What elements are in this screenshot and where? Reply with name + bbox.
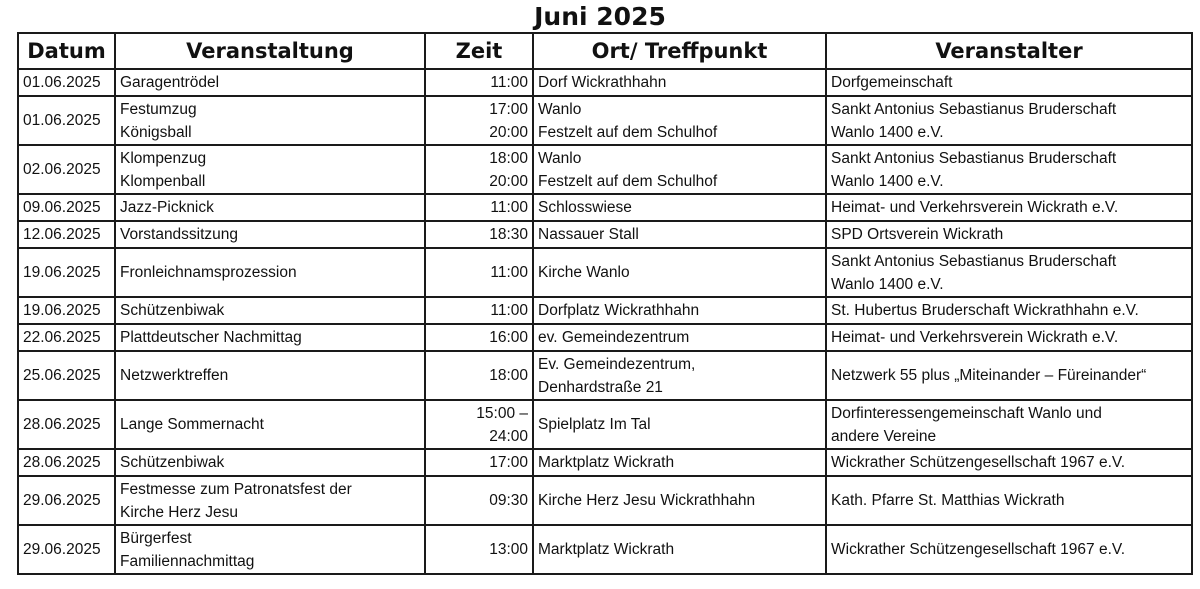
time-cell-line: 18:30 bbox=[489, 226, 528, 243]
table-row bbox=[18, 324, 1192, 351]
organizer-cell bbox=[826, 525, 1192, 574]
place-cell-line: Ev. Gemeindezentrum, bbox=[538, 355, 696, 373]
event-cell-line: Schützenbiwak bbox=[120, 302, 225, 319]
time-cell-line: 11:00 bbox=[490, 302, 528, 319]
column-header-veranstaltung: Veranstaltung bbox=[115, 33, 425, 69]
page-title: Juni 2025 bbox=[534, 2, 666, 31]
place-cell-line: ev. Gemeindezentrum bbox=[538, 329, 690, 346]
table-row bbox=[18, 525, 1192, 574]
organizer-cell bbox=[826, 400, 1192, 449]
organizer-cell bbox=[826, 297, 1192, 324]
place-cell-line: Dorfplatz Wickrathhahn bbox=[538, 302, 700, 319]
event-cell-line: Festumzug bbox=[120, 100, 197, 118]
event-cell bbox=[115, 297, 425, 324]
table-row bbox=[18, 351, 1192, 400]
table-row bbox=[18, 297, 1192, 324]
event-cell bbox=[115, 145, 425, 194]
time-cell bbox=[425, 525, 533, 574]
place-cell bbox=[533, 476, 826, 525]
place-cell bbox=[533, 449, 826, 476]
table-row bbox=[18, 248, 1192, 297]
place-cell bbox=[533, 96, 826, 145]
date-cell: 25.06.2025 bbox=[18, 351, 115, 400]
place-cell-line: Denhardstraße 21 bbox=[538, 378, 663, 396]
date-cell: 19.06.2025 bbox=[18, 297, 115, 324]
event-cell bbox=[115, 69, 425, 96]
time-cell-line: 11:00 bbox=[490, 199, 528, 216]
organizer-cell-line: SPD Ortsverein Wickrath bbox=[831, 226, 1004, 243]
event-cell-line: Jazz-Picknick bbox=[120, 199, 214, 216]
organizer-cell-line: Sankt Antonius Sebastianus Bruderschaft bbox=[831, 252, 1117, 270]
organizer-cell-line: Wickrather Schützengesellschaft 1967 e.V. bbox=[831, 454, 1126, 471]
organizer-cell bbox=[826, 449, 1192, 476]
event-table bbox=[17, 32, 1193, 575]
time-cell-line: 11:00 bbox=[490, 74, 528, 91]
organizer-cell-line: Dorfgemeinschaft bbox=[831, 74, 953, 91]
event-cell-line: Plattdeutscher Nachmittag bbox=[120, 329, 302, 346]
time-cell bbox=[425, 297, 533, 324]
date-cell: 12.06.2025 bbox=[18, 221, 115, 248]
time-cell bbox=[425, 96, 533, 145]
place-cell-line: Schlosswiese bbox=[538, 199, 632, 216]
event-cell-line: Festmesse zum Patronatsfest der bbox=[120, 480, 352, 498]
place-cell bbox=[533, 221, 826, 248]
time-cell-line: 24:00 bbox=[489, 427, 528, 445]
place-cell-line: Kirche Wanlo bbox=[538, 264, 630, 281]
place-cell bbox=[533, 351, 826, 400]
date-cell: 02.06.2025 bbox=[18, 145, 115, 194]
organizer-cell-line: Kath. Pfarre St. Matthias Wickrath bbox=[831, 492, 1065, 509]
column-header-datum: Datum bbox=[18, 33, 115, 69]
column-header-veranstalter: Veranstalter bbox=[826, 33, 1192, 69]
table-row bbox=[18, 194, 1192, 221]
date-cell: 29.06.2025 bbox=[18, 476, 115, 525]
date-cell: 01.06.2025 bbox=[18, 96, 115, 145]
event-cell bbox=[115, 248, 425, 297]
event-cell bbox=[115, 449, 425, 476]
time-cell-line: 20:00 bbox=[489, 172, 528, 190]
place-cell bbox=[533, 194, 826, 221]
table-row bbox=[18, 449, 1192, 476]
place-cell bbox=[533, 400, 826, 449]
organizer-cell-line: Sankt Antonius Sebastianus Bruderschaft bbox=[831, 100, 1117, 118]
event-cell-line: Lange Sommernacht bbox=[120, 416, 264, 433]
event-cell bbox=[115, 221, 425, 248]
column-header-ort: Ort/ Treffpunkt bbox=[533, 33, 826, 69]
place-cell-line: Dorf Wickrathhahn bbox=[538, 74, 667, 91]
event-cell-line: Königsball bbox=[120, 123, 192, 141]
table-header-row bbox=[18, 33, 1192, 69]
time-cell-line: 18:00 bbox=[489, 149, 528, 167]
time-cell bbox=[425, 400, 533, 449]
place-cell-line: Kirche Herz Jesu Wickrathhahn bbox=[538, 492, 756, 509]
table-row bbox=[18, 400, 1192, 449]
column-header-zeit: Zeit bbox=[425, 33, 533, 69]
organizer-cell-line: St. Hubertus Bruderschaft Wickrathhahn e.V. bbox=[831, 302, 1139, 319]
organizer-cell-line: Heimat- und Verkehrsverein Wickrath e.V. bbox=[831, 329, 1119, 346]
time-cell-line: 15:00 – bbox=[476, 404, 528, 422]
table-row bbox=[18, 145, 1192, 194]
organizer-cell-line: Sankt Antonius Sebastianus Bruderschaft bbox=[831, 149, 1117, 167]
time-cell bbox=[425, 476, 533, 525]
event-cell-line: Familiennachmittag bbox=[120, 552, 255, 570]
place-cell-line: Nassauer Stall bbox=[538, 226, 639, 243]
organizer-cell-line: Netzwerk 55 plus „Miteinander – Füreinander“ bbox=[831, 367, 1147, 384]
event-cell-line: Schützenbiwak bbox=[120, 454, 225, 471]
organizer-cell-line: Heimat- und Verkehrsverein Wickrath e.V. bbox=[831, 199, 1119, 216]
organizer-cell-line: Dorfinteressengemeinschaft Wanlo und bbox=[831, 404, 1102, 422]
event-cell bbox=[115, 324, 425, 351]
organizer-cell bbox=[826, 221, 1192, 248]
organizer-cell bbox=[826, 476, 1192, 525]
date-cell: 28.06.2025 bbox=[18, 449, 115, 476]
time-cell bbox=[425, 194, 533, 221]
place-cell bbox=[533, 69, 826, 96]
organizer-cell bbox=[826, 351, 1192, 400]
date-cell: 28.06.2025 bbox=[18, 400, 115, 449]
date-cell: 09.06.2025 bbox=[18, 194, 115, 221]
table-body bbox=[18, 69, 1192, 574]
organizer-cell-line: Wanlo 1400 e.V. bbox=[831, 123, 944, 141]
organizer-cell-line: andere Vereine bbox=[831, 427, 937, 445]
place-cell-line: Marktplatz Wickrath bbox=[538, 541, 675, 558]
table-row bbox=[18, 476, 1192, 525]
organizer-cell bbox=[826, 96, 1192, 145]
event-cell bbox=[115, 400, 425, 449]
event-cell bbox=[115, 351, 425, 400]
place-cell-line: Wanlo bbox=[538, 149, 582, 167]
organizer-cell bbox=[826, 248, 1192, 297]
time-cell-line: 17:00 bbox=[489, 100, 528, 118]
event-cell bbox=[115, 96, 425, 145]
place-cell-line: Festzelt auf dem Schulhof bbox=[538, 123, 718, 141]
table-row bbox=[18, 96, 1192, 145]
time-cell bbox=[425, 324, 533, 351]
event-cell bbox=[115, 194, 425, 221]
place-cell-line: Festzelt auf dem Schulhof bbox=[538, 172, 718, 190]
organizer-cell bbox=[826, 69, 1192, 96]
time-cell-line: 09:30 bbox=[489, 492, 528, 509]
place-cell bbox=[533, 525, 826, 574]
time-cell bbox=[425, 221, 533, 248]
place-cell bbox=[533, 248, 826, 297]
time-cell bbox=[425, 351, 533, 400]
date-cell: 22.06.2025 bbox=[18, 324, 115, 351]
time-cell bbox=[425, 69, 533, 96]
place-cell-line: Spielplatz Im Tal bbox=[538, 416, 651, 433]
time-cell-line: 20:00 bbox=[489, 123, 528, 141]
time-cell-line: 18:00 bbox=[489, 367, 528, 384]
place-cell bbox=[533, 145, 826, 194]
date-cell: 29.06.2025 bbox=[18, 525, 115, 574]
date-cell: 19.06.2025 bbox=[18, 248, 115, 297]
date-cell: 01.06.2025 bbox=[18, 69, 115, 96]
place-cell bbox=[533, 324, 826, 351]
table-row bbox=[18, 69, 1192, 96]
organizer-cell bbox=[826, 194, 1192, 221]
event-cell-line: Garagentrödel bbox=[120, 74, 220, 91]
event-cell-line: Klompenzug bbox=[120, 149, 207, 167]
organizer-cell-line: Wickrather Schützengesellschaft 1967 e.V. bbox=[831, 541, 1126, 558]
table-row bbox=[18, 221, 1192, 248]
event-cell-line: Kirche Herz Jesu bbox=[120, 503, 239, 521]
event-cell-line: Fronleichnamsprozession bbox=[120, 264, 297, 281]
organizer-cell-line: Wanlo 1400 e.V. bbox=[831, 172, 944, 190]
time-cell-line: 16:00 bbox=[489, 329, 528, 346]
organizer-cell bbox=[826, 324, 1192, 351]
time-cell bbox=[425, 248, 533, 297]
place-cell-line: Wanlo bbox=[538, 100, 582, 118]
event-cell-line: Vorstandssitzung bbox=[120, 226, 239, 243]
time-cell bbox=[425, 449, 533, 476]
place-cell-line: Marktplatz Wickrath bbox=[538, 454, 675, 471]
event-cell-line: Netzwerktreffen bbox=[120, 367, 229, 384]
time-cell bbox=[425, 145, 533, 194]
place-cell bbox=[533, 297, 826, 324]
time-cell-line: 17:00 bbox=[489, 454, 528, 471]
event-cell-line: Klompenball bbox=[120, 172, 206, 190]
event-cell bbox=[115, 525, 425, 574]
organizer-cell bbox=[826, 145, 1192, 194]
time-cell-line: 13:00 bbox=[489, 541, 528, 558]
organizer-cell-line: Wanlo 1400 e.V. bbox=[831, 275, 944, 293]
event-cell-line: Bürgerfest bbox=[120, 529, 192, 547]
event-cell bbox=[115, 476, 425, 525]
time-cell-line: 11:00 bbox=[490, 264, 528, 281]
